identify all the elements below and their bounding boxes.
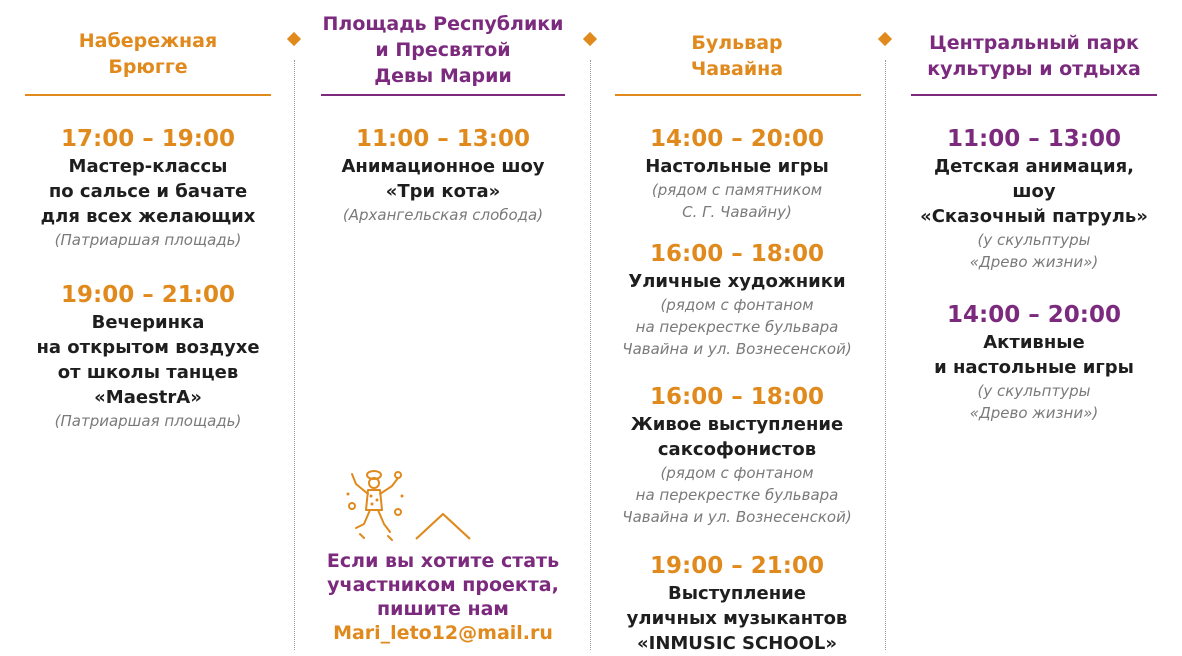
venue-line: Бульвар: [691, 32, 783, 54]
column-divider: [294, 60, 295, 650]
title-line: и настольные игры: [934, 357, 1134, 378]
venue-underline: [911, 94, 1157, 96]
event: [25, 280, 271, 432]
title-line: «INMUSIC SCHOOL»: [637, 633, 837, 654]
title-line: для всех желающих: [40, 206, 256, 227]
event-place: [601, 462, 873, 528]
venue-line: Чавайна: [690, 58, 784, 80]
event-title: [601, 154, 873, 179]
event-place: [903, 229, 1165, 273]
event-place: [601, 179, 873, 223]
title-line: по сальсе и бачате: [48, 181, 248, 202]
event: [903, 124, 1165, 273]
event-time: 19:00 – 21:00: [61, 282, 235, 308]
event: [601, 382, 873, 528]
place-line: на перекрестке бульвара: [635, 318, 839, 336]
title-line: Уличные художники: [628, 271, 846, 292]
cta-line: участником проекта,: [327, 574, 559, 596]
title-line: Живое выступление: [630, 414, 844, 435]
cta-line: пишите нам: [377, 598, 509, 620]
title-line: саксофонистов: [657, 439, 817, 460]
event: [25, 124, 271, 251]
roof-icon: [414, 511, 472, 541]
venue-underline: [321, 94, 565, 96]
column-divider: [590, 60, 591, 650]
venue-line: Брюгге: [108, 56, 188, 78]
event-title: [25, 154, 271, 229]
place-line: (рядом с памятником: [651, 181, 823, 199]
event-time: 14:00 – 20:00: [650, 126, 824, 152]
venue-line: Набережная: [78, 30, 218, 52]
event-time: 11:00 – 13:00: [356, 126, 530, 152]
email-link[interactable]: Mari_leto12@mail.ru: [333, 622, 553, 644]
venue-line: Девы Марии: [374, 65, 512, 87]
event-time: 16:00 – 18:00: [650, 384, 824, 410]
venue-title: [315, 11, 571, 89]
diamond-icon: [583, 32, 597, 46]
event: [601, 239, 873, 360]
place-line: «Древо жизни»): [969, 253, 1099, 271]
event-title: [601, 412, 873, 462]
place-line: (у скульптуры: [977, 382, 1091, 400]
title-line: Вечеринка: [91, 312, 205, 333]
place-line: (у скульптуры: [977, 231, 1091, 249]
event-place: [315, 204, 571, 226]
title-line: Анимационное шоу: [341, 156, 545, 177]
venue-line: Площадь Республики: [322, 13, 564, 35]
event-title: [315, 154, 571, 204]
title-line: «Три кота»: [385, 181, 501, 202]
event-title: [903, 330, 1165, 380]
place-line: (Архангельская слобода): [342, 206, 544, 224]
title-line: «MaestrA»: [94, 387, 202, 408]
venue-line: культуры и отдыха: [927, 58, 1141, 80]
event-title: [601, 581, 873, 656]
event-time: 17:00 – 19:00: [61, 126, 235, 152]
title-line: Настольные игры: [645, 156, 829, 177]
title-line: «Сказочный патруль»: [920, 206, 1148, 227]
title-line: Активные: [983, 332, 1085, 353]
title-line: от школы танцев: [57, 362, 239, 383]
call-to-action: [300, 549, 586, 645]
place-line: (рядом с фонтаном: [660, 296, 814, 314]
venue-title: [903, 30, 1165, 82]
event-title: [25, 310, 271, 410]
title-line: на открытом воздухе: [36, 337, 260, 358]
place-line: на перекрестке бульвара: [635, 486, 839, 504]
event: [315, 124, 571, 226]
place-line: (Патриаршая площадь): [54, 412, 242, 430]
event-time: 11:00 – 13:00: [947, 126, 1121, 152]
event-place: [601, 294, 873, 360]
place-line: Чавайна и ул. Вознесенской): [622, 340, 852, 358]
venue-line: Центральный парк: [929, 32, 1139, 54]
venue-line: и Пресвятой: [375, 39, 511, 61]
event-place: [25, 229, 271, 251]
event: [601, 124, 873, 223]
title-line: уличных музыкантов: [626, 608, 848, 629]
venue-title: [601, 30, 873, 82]
event-title: [903, 154, 1165, 229]
dancer-icon: [340, 466, 410, 542]
diamond-icon: [287, 32, 301, 46]
title-line: шоу: [1012, 181, 1056, 202]
diamond-icon: [878, 32, 892, 46]
title-line: Мастер-классы: [68, 156, 228, 177]
event-place: [903, 380, 1165, 424]
event-time: 19:00 – 21:00: [650, 553, 824, 579]
column-divider: [885, 60, 886, 650]
cta-line: Если вы хотите стать: [326, 550, 560, 572]
venue-title: [25, 28, 271, 80]
event-title: [601, 269, 873, 294]
event-time: 14:00 – 20:00: [947, 302, 1121, 328]
place-line: С. Г. Чавайну): [682, 203, 792, 221]
place-line: Чавайна и ул. Вознесенской): [622, 508, 852, 526]
event-place: [25, 410, 271, 432]
place-line: (рядом с фонтаном: [660, 464, 814, 482]
event-time: 16:00 – 18:00: [650, 241, 824, 267]
place-line: «Древо жизни»): [969, 404, 1099, 422]
event: [903, 300, 1165, 424]
title-line: Детская анимация,: [934, 156, 1134, 177]
title-line: Выступление: [668, 583, 806, 604]
venue-underline: [25, 94, 271, 96]
event: [601, 551, 873, 656]
venue-underline: [615, 94, 861, 96]
place-line: (Патриаршая площадь): [54, 231, 242, 249]
